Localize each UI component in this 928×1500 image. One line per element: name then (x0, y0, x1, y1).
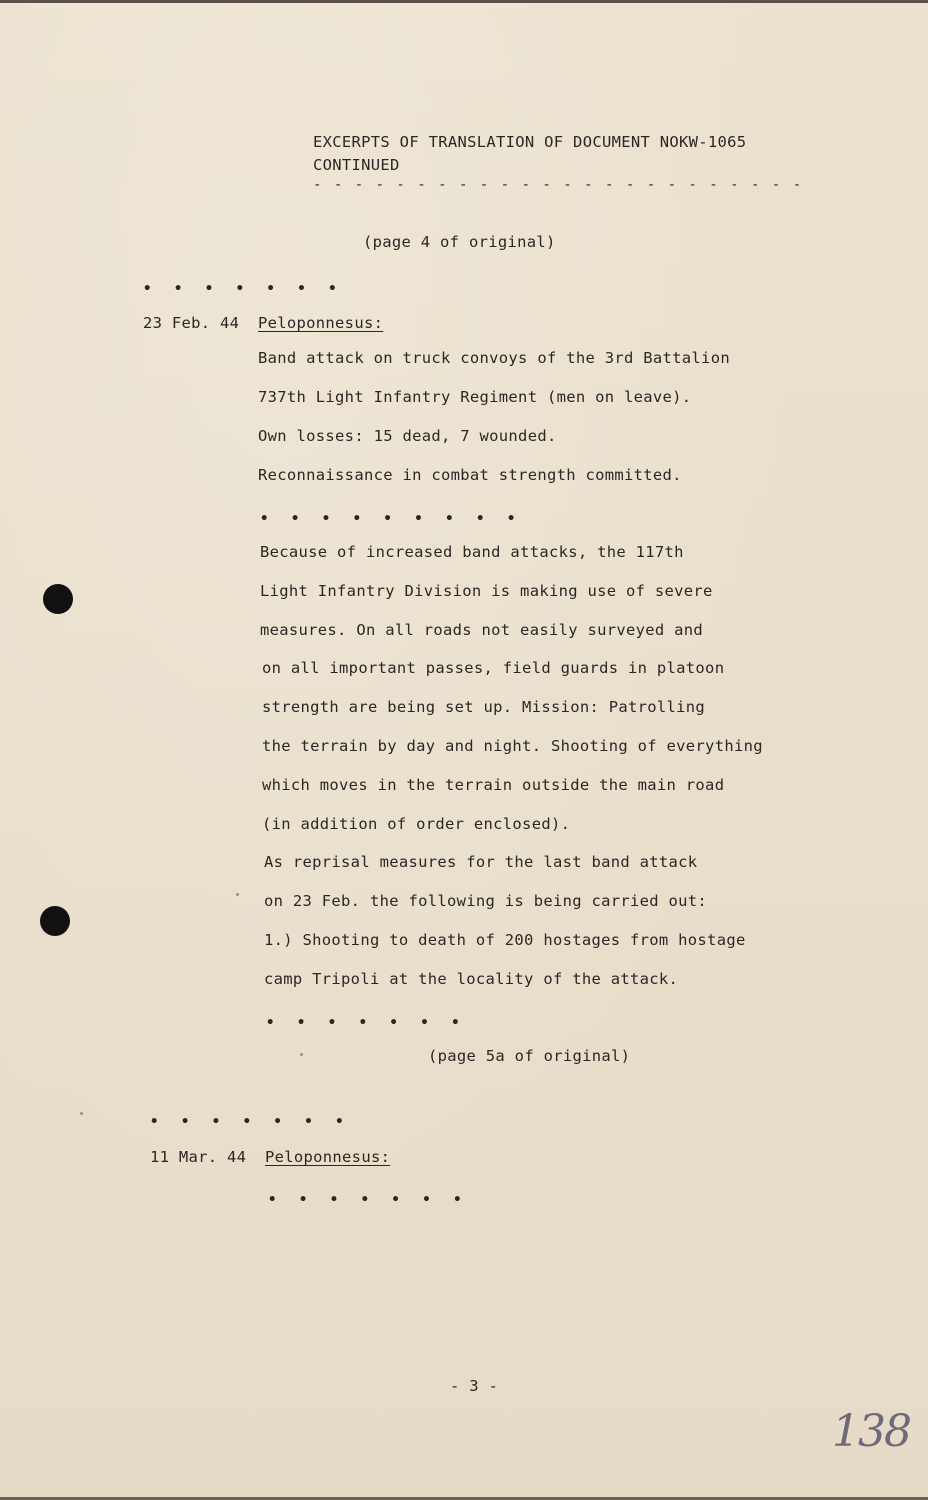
entry-location: Peloponnesus: (258, 314, 384, 332)
entry-line: strength are being set up. Mission: Patrolling (262, 698, 706, 716)
punch-hole (40, 906, 70, 936)
entry-date: 11 Mar. 44 (150, 1148, 247, 1166)
omission-dots: • • • • • • • (143, 281, 344, 297)
entry-line: As reprisal measures for the last band attack (264, 853, 698, 871)
paper-speck (236, 893, 239, 896)
header-separator: - - - - - - - - - - - - - - - - - - - - - - - - (313, 177, 804, 193)
entry-line: which moves in the terrain outside the main road (262, 776, 725, 794)
paper-speck (300, 1053, 303, 1056)
entry-line: camp Tripoli at the locality of the attack. (264, 970, 679, 988)
page-number: - 3 - (450, 1377, 499, 1395)
entry-line: Band attack on truck convoys of the 3rd Battalion (258, 349, 730, 367)
paper-speck (80, 1112, 83, 1115)
entry-date: 23 Feb. 44 (143, 314, 240, 332)
entry-location: Peloponnesus: (265, 1148, 391, 1166)
omission-dots: • • • • • • • (266, 1015, 467, 1031)
entry-line: on 23 Feb. the following is being carried out: (264, 892, 708, 910)
omission-dots: • • • • • • • (268, 1192, 469, 1208)
omission-dots: • • • • • • • (150, 1114, 351, 1130)
entry-line: (in addition of order enclosed). (262, 815, 571, 833)
page-top-edge (0, 0, 928, 3)
entry-line: Because of increased band attacks, the 117th (260, 543, 684, 561)
page-reference-original-4: (page 4 of original) (363, 233, 556, 251)
header-title: EXCERPTS OF TRANSLATION OF DOCUMENT NOKW-1065 (313, 133, 747, 151)
entry-line: Light Infantry Division is making use of severe (260, 582, 713, 600)
entry-line: Own losses: 15 dead, 7 wounded. (258, 427, 557, 445)
handwritten-archive-number: 138 (832, 1406, 910, 1457)
page-reference-original-5a: (page 5a of original) (428, 1047, 631, 1065)
entry-line: on all important passes, field guards in platoon (262, 659, 725, 677)
entry-line: 1.) Shooting to death of 200 hostages from hostage (264, 931, 746, 949)
omission-dots: • • • • • • • • • (260, 511, 523, 527)
entry-line: measures. On all roads not easily surveyed and (260, 621, 704, 639)
header-continued: CONTINUED (313, 156, 400, 174)
entry-line: the terrain by day and night. Shooting of everything (262, 737, 763, 755)
entry-line: Reconnaissance in combat strength committed. (258, 466, 682, 484)
punch-hole (43, 584, 73, 614)
entry-line: 737th Light Infantry Regiment (men on leave). (258, 388, 692, 406)
